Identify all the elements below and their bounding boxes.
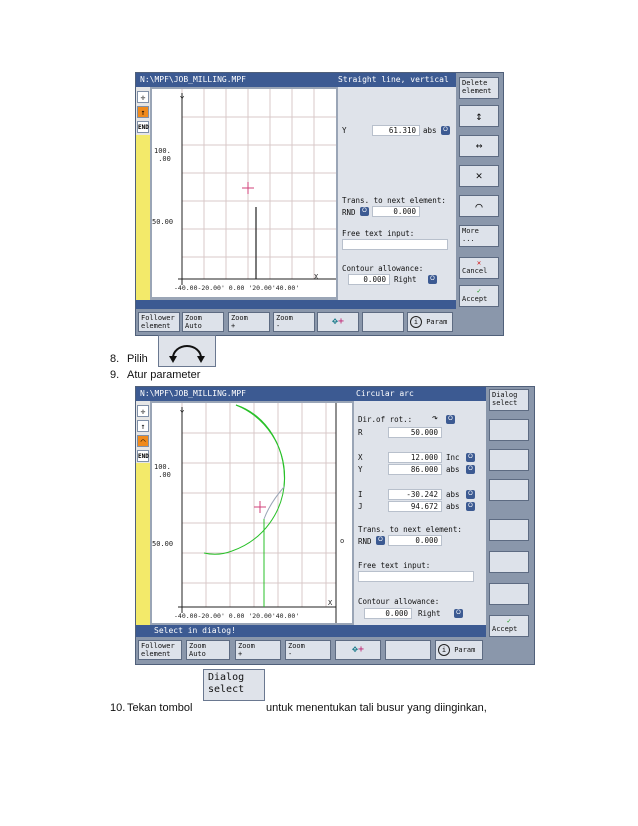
contour-side: Right: [418, 609, 441, 618]
x-axis-label: X: [314, 273, 319, 281]
softkey-blank-5[interactable]: [489, 519, 529, 541]
param-button[interactable]: i Param: [407, 312, 453, 332]
y-tick-100: 100. .00: [154, 463, 171, 479]
softkey-blank-4[interactable]: [489, 479, 529, 501]
contour-graph: [152, 403, 352, 623]
i-value-field[interactable]: -30.242: [388, 489, 442, 500]
i-param-label: I: [358, 490, 363, 499]
delete-element-button[interactable]: Delete element: [459, 77, 499, 99]
rnd-value-field[interactable]: 0.000: [388, 535, 442, 546]
zoom-out-button[interactable]: Zoom -: [285, 640, 331, 660]
step-10-prefix: Tekan tombol: [127, 702, 193, 714]
step-9-text: Atur parameter: [127, 369, 201, 381]
x-toggle-icon[interactable]: O: [466, 453, 475, 462]
step-8-text: Pilih: [127, 353, 148, 365]
dir-rot-label: Dir.of rot.:: [358, 415, 413, 424]
toggle-icon[interactable]: O: [441, 126, 450, 135]
y-param-label: Y: [342, 126, 347, 135]
step-10-number: 10.: [110, 702, 126, 714]
x-param-label: X: [358, 453, 363, 462]
graph-svg: [152, 89, 336, 297]
rnd-label: RND: [358, 537, 372, 546]
arc-direction-button[interactable]: ⌒: [459, 195, 499, 217]
free-text-input[interactable]: [358, 571, 474, 582]
contour-label: Contour allowance:: [358, 597, 440, 606]
end-icon[interactable]: END: [137, 121, 149, 133]
i-toggle-icon[interactable]: O: [466, 490, 475, 499]
yellow-bar: [136, 135, 150, 300]
parameter-panel: [338, 87, 456, 300]
y-tick-100: 100. .00: [154, 147, 171, 163]
rnd-toggle-icon[interactable]: O: [376, 536, 385, 545]
up-arrow-icon[interactable]: ↑: [137, 420, 149, 432]
r-value-field[interactable]: 50.000: [388, 427, 442, 438]
contour-value-field[interactable]: 0.000: [348, 274, 390, 285]
horizontal-softkeys: [136, 309, 456, 335]
free-text-input[interactable]: [342, 239, 448, 250]
y-unit: abs: [423, 126, 437, 135]
y-tick-50: 50.00: [152, 218, 174, 226]
cnc-screen-straight-line: [135, 72, 504, 336]
cnc-screen-circular-arc: [135, 386, 535, 665]
pan-button[interactable]: ✥+: [335, 640, 381, 660]
free-text-label: Free text input:: [358, 561, 431, 570]
vertical-softkeys: [486, 387, 534, 664]
x-axis-label: X: [328, 599, 333, 607]
j-param-label: J: [358, 502, 363, 511]
y-param-label: Y: [358, 465, 363, 474]
title-bar: [136, 387, 486, 401]
y-toggle-icon[interactable]: O: [466, 465, 475, 474]
zoom-auto-button[interactable]: Zoom Auto: [182, 312, 224, 332]
vertical-arrows-button[interactable]: ↕: [459, 105, 499, 127]
x-value-field[interactable]: 12.000: [388, 452, 442, 463]
contour-value-field[interactable]: 0.000: [364, 608, 412, 619]
trans-label: Trans. to next element:: [342, 196, 446, 205]
step-9-number: 9.: [110, 369, 120, 381]
blank-button[interactable]: [362, 312, 404, 332]
y-axis-label: Y: [180, 95, 185, 103]
param-button[interactable]: i Param: [435, 640, 483, 660]
contour-side: Right: [394, 275, 417, 284]
end-icon[interactable]: END: [137, 450, 149, 462]
accept-button[interactable]: ✓ Accept: [489, 615, 529, 637]
parameter-panel: [354, 401, 486, 627]
x-tick-labels: -40.00-20.00' 0.00 '20.00'40.00': [174, 612, 300, 620]
trans-label: Trans. to next element:: [358, 525, 462, 534]
j-toggle-icon[interactable]: O: [466, 502, 475, 511]
arc-arrows-icon: [159, 336, 215, 366]
program-path: N:\MPF\JOB_MILLING.MPF: [140, 389, 246, 398]
rnd-value-field[interactable]: 0.000: [372, 206, 420, 217]
dir-toggle-icon[interactable]: O: [446, 415, 455, 424]
graph-svg: [152, 403, 352, 623]
dialog-select-button[interactable]: Dialog select: [489, 389, 529, 411]
dialog-select-softkey-image: Dialog select: [203, 669, 265, 701]
zoom-out-button[interactable]: Zoom -: [273, 312, 315, 332]
i-unit: abs: [446, 490, 460, 499]
blank-button[interactable]: [385, 640, 431, 660]
crosshair-icon[interactable]: ✛: [137, 91, 149, 103]
zoom-in-button[interactable]: Zoom +: [235, 640, 281, 660]
center-marker-icon: o: [340, 537, 345, 545]
mode-title: Straight line, vertical: [338, 75, 449, 84]
diagonal-arrows-button[interactable]: ✕: [459, 165, 499, 187]
mode-title: Circular arc: [356, 389, 414, 398]
follower-element-button[interactable]: Follower element: [138, 640, 182, 660]
horizontal-arrows-button[interactable]: ↔: [459, 135, 499, 157]
vertical-softkeys: [456, 73, 503, 335]
softkey-blank-6[interactable]: [489, 551, 529, 573]
zoom-in-button[interactable]: Zoom +: [228, 312, 270, 332]
cw-arc-icon[interactable]: ↷: [432, 413, 439, 424]
yellow-bar: [136, 463, 150, 627]
program-path: N:\MPF\JOB_MILLING.MPF: [140, 75, 246, 84]
cancel-button[interactable]: ✕ Cancel: [459, 257, 499, 279]
zoom-auto-button[interactable]: Zoom Auto: [186, 640, 230, 660]
rnd-toggle-icon[interactable]: O: [360, 207, 369, 216]
up-arrow-icon[interactable]: ↑: [137, 106, 149, 118]
contour-toggle-icon[interactable]: O: [454, 609, 463, 618]
horizontal-softkeys: [136, 637, 486, 664]
accept-button[interactable]: ✓ Accept: [459, 285, 499, 307]
status-bar: [136, 625, 486, 637]
arc-icon[interactable]: ◠: [137, 435, 149, 447]
more-button[interactable]: More ...: [459, 225, 499, 247]
y-value-field[interactable]: 61.310: [372, 125, 420, 136]
softkey-blank-3[interactable]: [489, 449, 529, 471]
contour-label: Contour allowance:: [342, 264, 424, 273]
y-axis-label: Y: [180, 409, 185, 417]
contour-graph: [152, 89, 336, 297]
softkey-blank-2[interactable]: [489, 419, 529, 441]
step-10-suffix: untuk menentukan tali busur yang diinginkan,: [266, 702, 487, 714]
status-message: Select in dialog!: [154, 626, 236, 635]
y-unit: abs: [446, 465, 460, 474]
j-unit: abs: [446, 502, 460, 511]
pan-button[interactable]: ✥+: [317, 312, 359, 332]
r-param-label: R: [358, 428, 363, 437]
j-value-field[interactable]: 94.672: [388, 501, 442, 512]
crosshair-icon[interactable]: ✛: [137, 405, 149, 417]
title-bar: [136, 73, 456, 87]
free-text-label: Free text input:: [342, 229, 415, 238]
arc-softkey-image: [158, 335, 216, 367]
step-8-number: 8.: [110, 353, 120, 365]
follower-element-button[interactable]: Follower element: [138, 312, 180, 332]
contour-toggle-icon[interactable]: O: [428, 275, 437, 284]
x-tick-labels: -40.00-20.00' 0.00 '20.00'40.00': [174, 284, 300, 292]
rnd-label: RND: [342, 208, 356, 217]
x-unit: Inc: [446, 453, 460, 462]
y-tick-50: 50.00: [152, 540, 174, 548]
softkey-blank-7[interactable]: [489, 583, 529, 605]
y-value-field[interactable]: 86.000: [388, 464, 442, 475]
